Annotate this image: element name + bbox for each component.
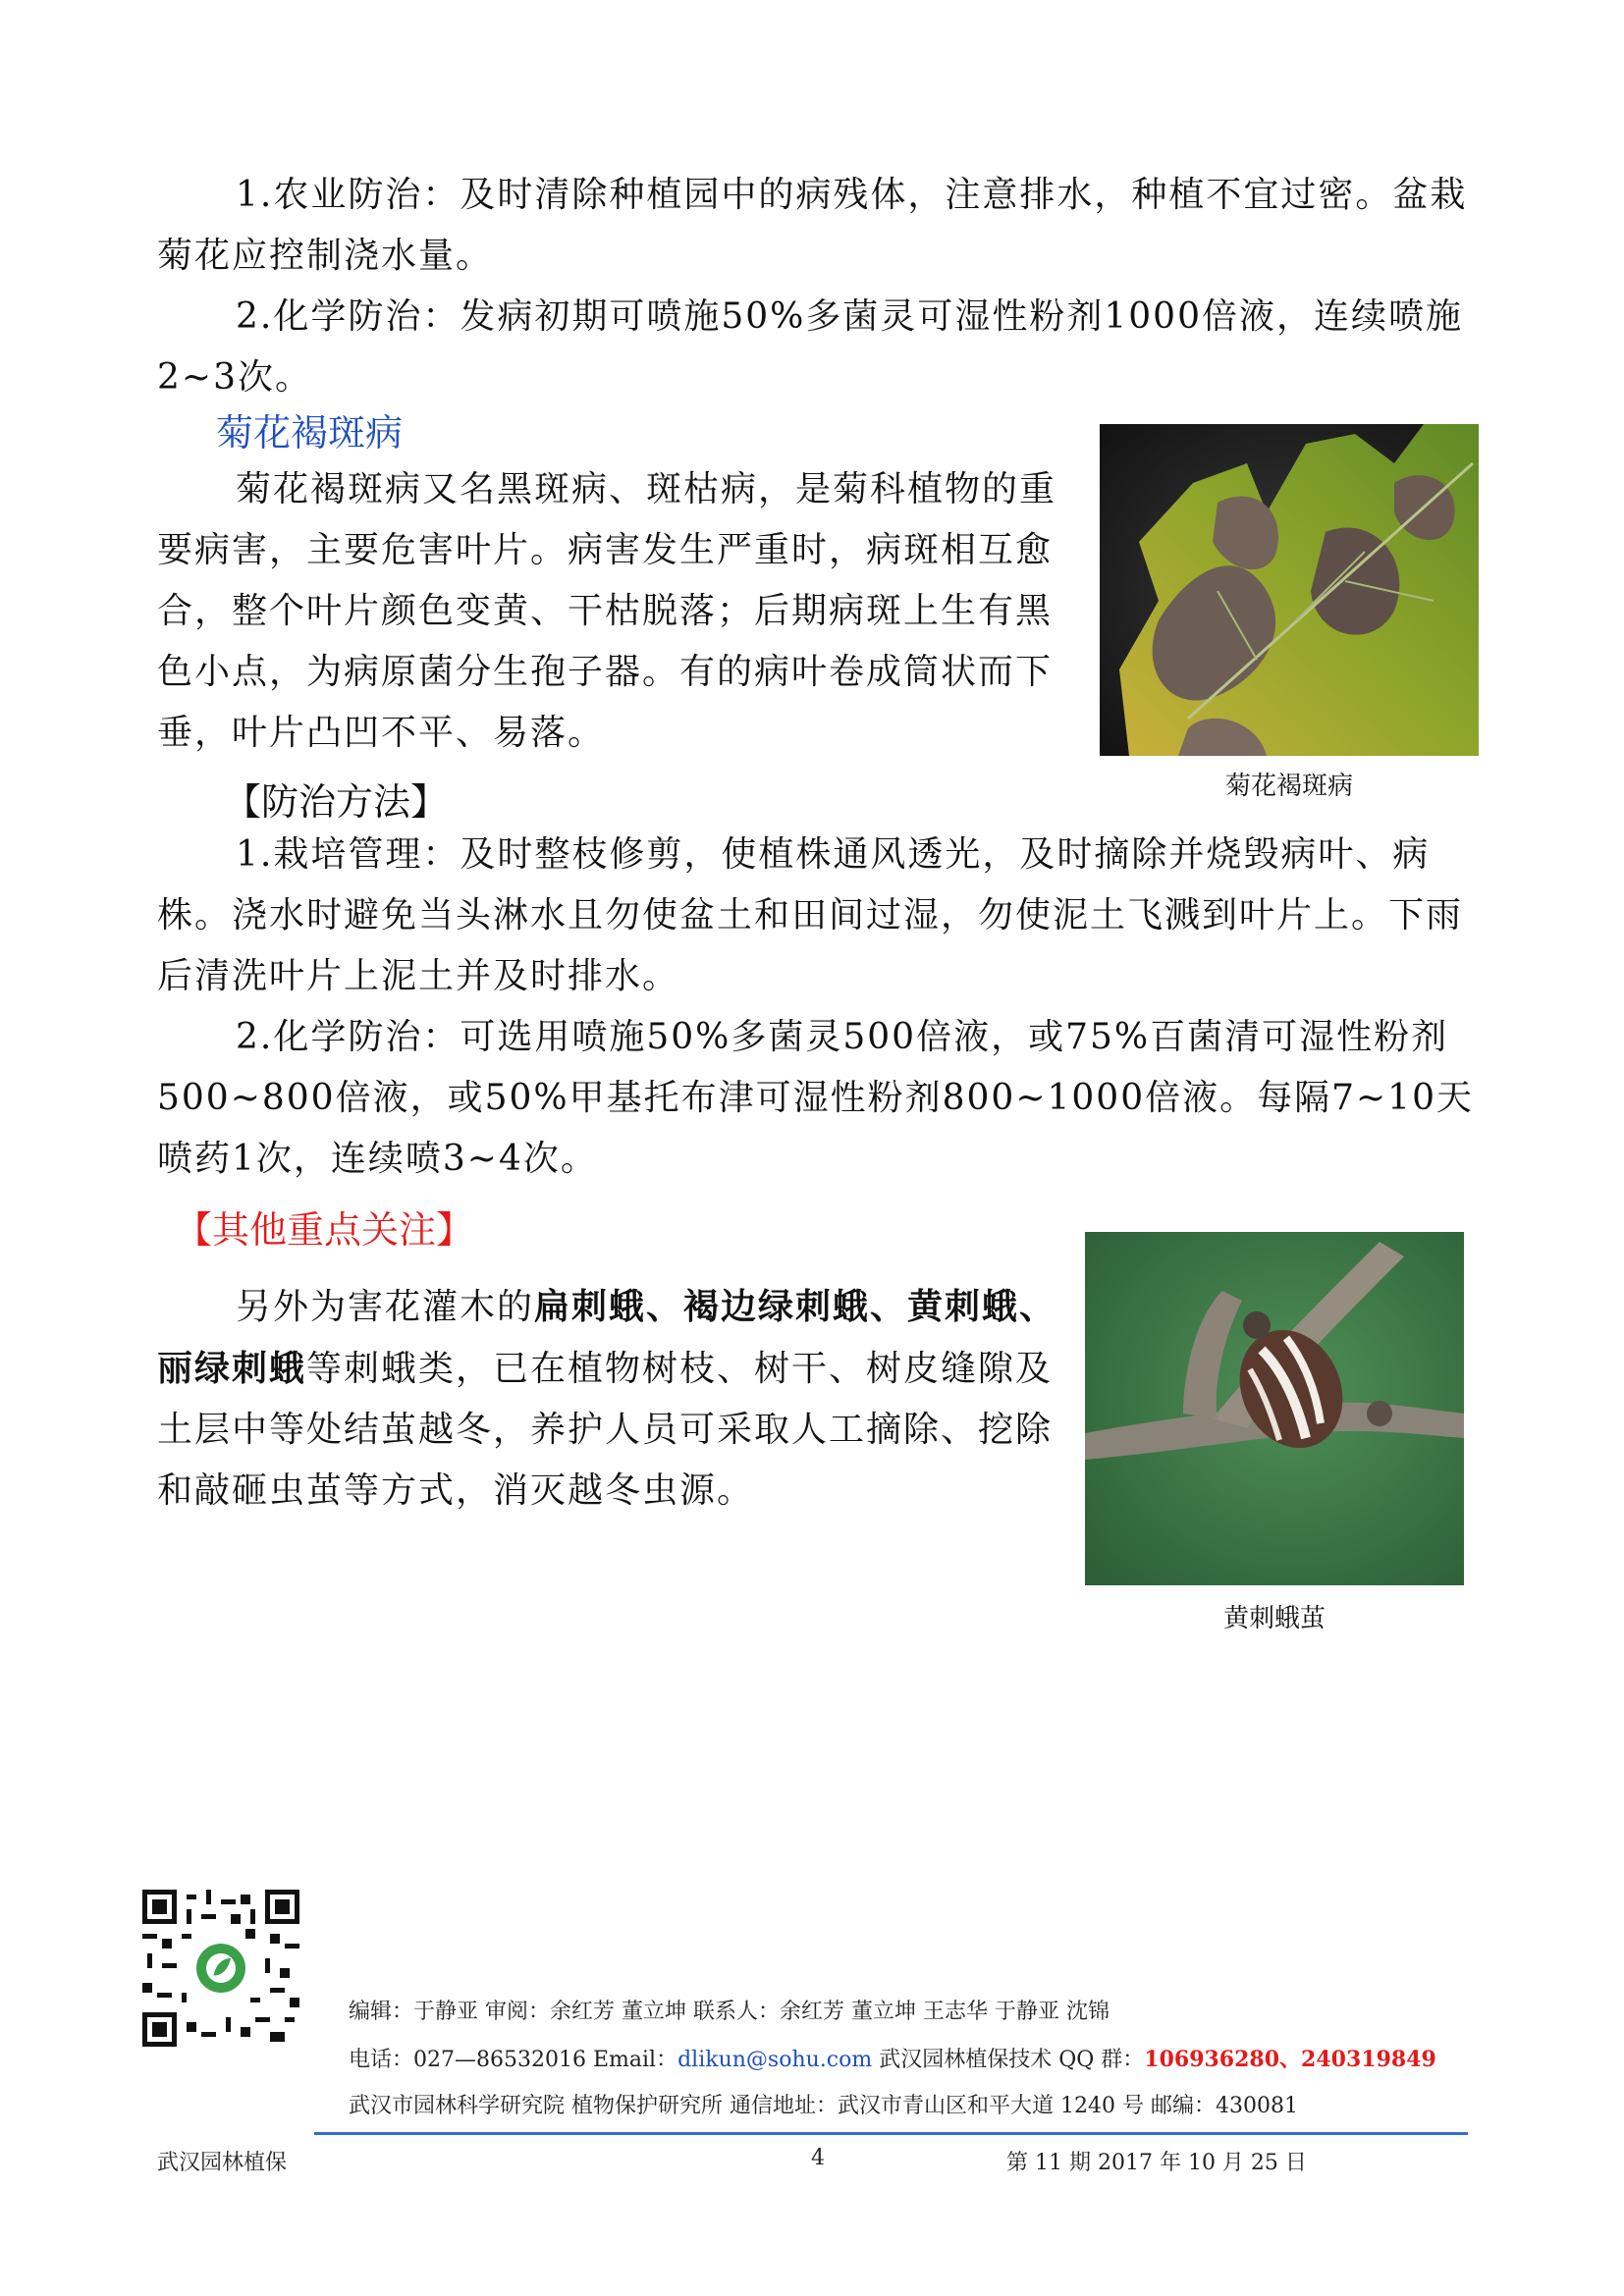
footer-contact bbox=[349, 2044, 1436, 2076]
section-body-brown-spot: 菊花褐斑病又名黑斑病、斑枯病，是菊科植物的重要病害，主要危害叶片。病害发生严重时，病斑相互愈合，整个叶片颜色变黄、干枯脱落；后期病斑上生有黑色小点，为病原菌分生孢子器。有的病叶卷成筒状而下垂，叶片凸凹不平、易落。 bbox=[157, 469, 1057, 753]
rest-text: 等刺蛾类，已在植物树枝、树干、树皮缝隙及土层中等处结茧越冬，养护人员可采取人工摘除、挖除和敲砸虫茧等方式，消灭越冬虫源。 bbox=[157, 1349, 1054, 1511]
cocoon-photo bbox=[1085, 1232, 1464, 1585]
method-paragraph-1: 1.栽培管理：及时整枝修剪，使植株通风透光，及时摘除并烧毁病叶、病株。浇水时避免当头淋水且勿使盆土和田间过湿，勿使泥土飞溅到叶片上。下雨后清洗叶片上泥土并及时排水。 bbox=[157, 834, 1464, 996]
qq-group-label: 武汉园林植保技术 QQ 群： bbox=[872, 2048, 1145, 2072]
email-link[interactable]: dlikun@sohu.com bbox=[677, 2048, 873, 2072]
qr-code bbox=[142, 1890, 299, 2047]
publication-name: 武汉园林植保 bbox=[157, 2151, 288, 2175]
section-body-other-focus bbox=[157, 1276, 1080, 1522]
section-title-other-focus: 【其他重点关注】 bbox=[175, 1208, 474, 1252]
footer-editors: 编辑：于静亚 审阅：余红芳 董立坤 联系人：余红芳 董立坤 王志华 于静亚 沈锦 bbox=[349, 2000, 1110, 2024]
intro-paragraph-1: 1.农业防治：及时清除种植园中的病残体，注意排水，种植不宜过密。盆栽菊花应控制浇水量。 bbox=[157, 175, 1468, 276]
footer-rule bbox=[314, 2132, 1468, 2135]
pest-names: 扁刺蛾、褐边绿刺蛾、黄刺蛾、丽绿刺蛾 bbox=[157, 1286, 1057, 1389]
footer-address: 武汉市园林科学研究院 植物保护研究所 通信地址：武汉市青山区和平大道 1240 号 邮编：430081 bbox=[349, 2094, 1298, 2118]
issue-date: 第 11 期 2017 年 10 月 25 日 bbox=[1006, 2151, 1307, 2175]
figure-caption-brown-spot: 菊花褐斑病 bbox=[1224, 772, 1353, 801]
lead-text: 另外为害花灌木的 bbox=[236, 1287, 535, 1327]
figure-caption-cocoon: 黄刺蛾茧 bbox=[1222, 1604, 1326, 1633]
qq-group-numbers: 106936280、240319849 bbox=[1144, 2047, 1436, 2072]
page-number: 4 bbox=[811, 2146, 825, 2170]
phone-text: 电话：027—86532016 Email： bbox=[349, 2048, 678, 2072]
methods-title: 【防治方法】 bbox=[224, 780, 449, 824]
method-paragraph-2: 2.化学防治：可选用喷施50%多菌灵500倍液，或75%百菌清可湿性粉剂500~800倍液，或50%甲基托布津可湿性粉剂800~1000倍液。每隔7~10天喷药1次，连续喷3~4次。 bbox=[157, 1017, 1474, 1179]
section-title-brown-spot: 菊花褐斑病 bbox=[216, 411, 404, 454]
leaf-disease-photo bbox=[1100, 424, 1479, 756]
intro-paragraph-2: 2.化学防治：发病初期可喷施50%多菌灵可湿性粉剂1000倍液，连续喷施2~3次。 bbox=[157, 296, 1463, 398]
